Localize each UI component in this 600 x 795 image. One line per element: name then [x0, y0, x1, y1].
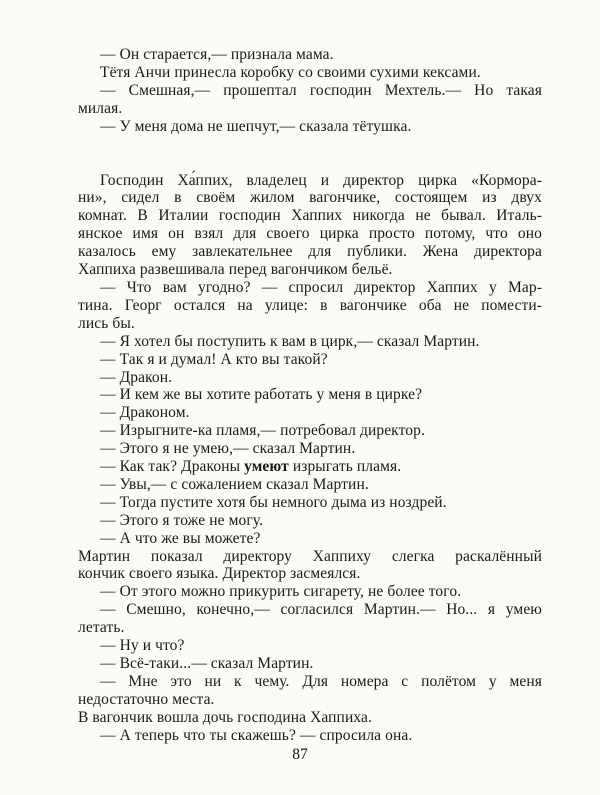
- text-line: — Так я и думал! А кто вы такой?: [100, 350, 328, 368]
- text-line: Тётя Анчи принесла коробку со своими сухими кексами.: [100, 63, 481, 81]
- text-line: — Я хотел бы поступить к вам в цирк,— сказал Мартин.: [100, 332, 480, 350]
- text-line: — Ну и что?: [100, 637, 185, 655]
- text-line: недостаточно места.: [78, 690, 215, 708]
- text-line: — Драконом.: [100, 404, 190, 422]
- text-line: — Этого я не умею,— сказал Мартин.: [100, 440, 356, 458]
- text-fragment: изрыгать пламя.: [288, 458, 402, 476]
- text-line: милая.: [78, 99, 123, 117]
- text-line: лись бы.: [78, 314, 135, 332]
- text-line: — Изрыгните-ка пламя,— потребовал директор.: [100, 422, 425, 440]
- text-line: янское имя он взял для своего цирка просто потому, что оно: [78, 225, 542, 243]
- text-line: — Этого я тоже не могу.: [100, 511, 264, 529]
- text-line: ни», сидел в своём жилом вагончике, состоящем из двух: [78, 189, 542, 207]
- text-line: казалось ему завлекательнее для публики. Жена директора: [78, 243, 542, 261]
- text-line: — Всё-таки...— сказал Мартин.: [100, 655, 314, 672]
- text-line: — У меня дома не шепчут,— сказала тётушка.: [100, 117, 412, 135]
- text-line: — Тогда пустите хотя бы немного дыма из ноздрей.: [100, 493, 447, 511]
- text-line: кончик своего языка. Директор засмеялся.: [78, 565, 361, 583]
- page-number: 87: [292, 746, 308, 763]
- text-line: — Смешно, конечно,— согласился Мартин.— Но... я умею: [100, 601, 542, 619]
- text-line: — Он старается,— признала мама.: [100, 46, 334, 63]
- text-line: — Увы,— с сожалением сказал Мартин.: [100, 475, 369, 493]
- text-line: комнат. В Италии господин Хаппих никогда не бывал. Италь-: [78, 207, 542, 225]
- text-line: — Смешная,— прошептал господин Мехтель.— Но такая: [100, 81, 542, 99]
- text-line: В вагончик вошла дочь господина Хаппиха.: [78, 708, 372, 726]
- text-line: Мартин показал директору Хаппиху слегка раскалённый: [78, 547, 542, 565]
- text-line: тина. Георг остался на улице: в вагончике оба не помести-: [78, 296, 542, 314]
- text-line: — Мне это ни к чему. Для номера с полётом у меня: [100, 672, 542, 690]
- page-text: [78, 46, 542, 745]
- bold-word: умеют: [244, 458, 289, 476]
- text-line: — Что вам угодно? — спросил директор Хаппих у Мар-: [100, 278, 542, 296]
- text-line-bold: [78, 458, 542, 476]
- text-line: — А что же вы можете?: [100, 529, 261, 547]
- section-gap: [78, 136, 542, 172]
- text-line: — А теперь что ты скажешь? — спросила она.: [100, 726, 413, 744]
- text-line: — И кем же вы хотите работать у меня в цирке?: [100, 386, 423, 404]
- text-line: Господин Ха́ппих, владелец и директор цирка «Кормора-: [100, 171, 542, 189]
- text-fragment: — Как так? Драконы: [100, 458, 245, 476]
- text-line: — Дракон.: [100, 368, 173, 386]
- text-line: летать.: [78, 619, 125, 637]
- text-line: Хаппиха развешивала перед вагончиком бельё.: [78, 261, 393, 279]
- text-line: — От этого можно прикурить сигарету, не более того.: [100, 583, 462, 601]
